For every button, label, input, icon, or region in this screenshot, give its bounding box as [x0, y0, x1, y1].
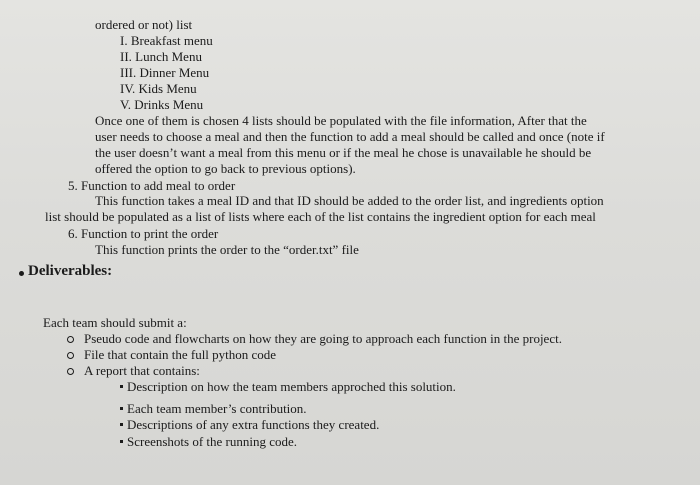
item5-desc-line-1: This function takes a meal ID and that ID should be added to the order list, and ingredients option — [95, 193, 604, 208]
circle-bullet-icon — [67, 368, 74, 375]
list-intro-line: ordered or not) list — [95, 17, 193, 32]
menu-item-dinner: III. Dinner Menu — [120, 65, 210, 80]
square-bullet-icon — [120, 407, 123, 410]
circle-bullet-icon — [67, 336, 74, 343]
menu-item-drinks: V. Drinks Menu — [120, 97, 204, 112]
item5-desc-line-2: list should be populated as a list of lists where each of the list contains the ingredient option for each meal — [45, 209, 596, 224]
menu-paragraph-line-1: Once one of them is chosen 4 lists should be populated with the file information, After that the — [95, 113, 587, 128]
circle-bullet-icon — [67, 352, 74, 359]
item6-title: 6. Function to print the order — [68, 226, 219, 241]
report-item-description: Description on how the team members approched this solution. — [127, 379, 456, 394]
deliverables-heading: Deliverables: — [28, 263, 113, 279]
item6-desc: This function prints the order to the “order.txt” file — [95, 242, 359, 257]
square-bullet-icon — [120, 423, 123, 426]
submit-item-pseudocode: Pseudo code and flowcharts on how they are going to approach each function in the project. — [84, 331, 562, 346]
report-item-screenshots: Screenshots of the running code. — [127, 434, 298, 449]
report-item-contribution: Each team member’s contribution. — [127, 401, 307, 416]
menu-paragraph-line-2: user needs to choose a meal and then the function to add a meal should be called and once (note if — [95, 129, 605, 144]
square-bullet-icon — [120, 385, 123, 388]
menu-item-kids: IV. Kids Menu — [120, 81, 197, 96]
square-bullet-icon — [120, 440, 123, 443]
deliverables-bullet-icon — [19, 271, 24, 276]
menu-item-lunch: II. Lunch Menu — [120, 49, 202, 64]
submit-item-python-file: File that contain the full python code — [84, 347, 277, 362]
menu-paragraph-line-3: the user doesn’t want a meal from this menu or if the meal he chose is unavailable he should be — [95, 145, 592, 160]
menu-item-breakfast: I. Breakfast menu — [120, 33, 213, 48]
menu-paragraph-line-4: offered the option to go back to previous options). — [95, 161, 356, 176]
report-item-extra-functions: Descriptions of any extra functions they created. — [127, 417, 380, 432]
submit-item-report: A report that contains: — [84, 363, 200, 378]
item5-title: 5. Function to add meal to order — [68, 178, 236, 193]
team-intro: Each team should submit a: — [43, 315, 187, 330]
